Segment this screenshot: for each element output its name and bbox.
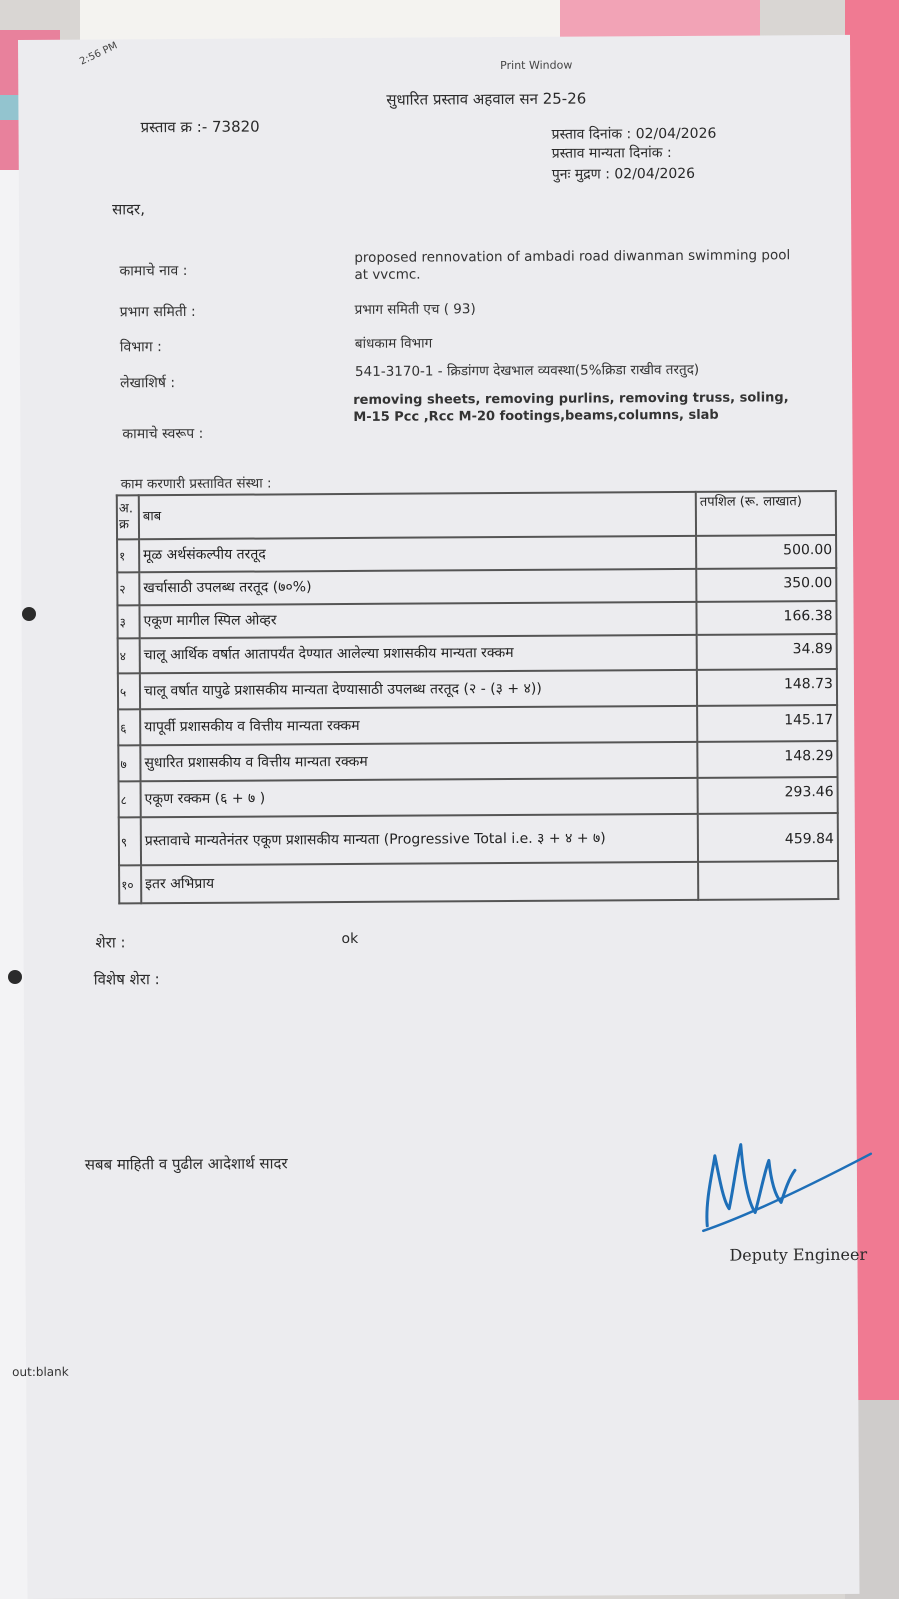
signature	[685, 1130, 876, 1241]
row-item: एकूण मागील स्पिल ओव्हर	[139, 602, 696, 638]
table-row	[117, 535, 836, 572]
ward-committee-label: प्रभाग समिती :	[119, 303, 196, 321]
row-sr: २	[117, 572, 139, 605]
print-window-label: Print Window	[500, 58, 573, 73]
punch-hole	[22, 607, 36, 621]
row-sr: ७	[118, 745, 140, 781]
row-item: चालू आर्थिक वर्षात आतापर्यंत देण्यात आलेल्या प्रशासकीय मान्यता रक्कम	[140, 635, 697, 673]
agency-label: काम करणारी प्रस्तावित संस्था :	[120, 475, 272, 493]
row-item: मूळ अर्थसंकल्पीय तरतूद	[139, 536, 696, 572]
submission-text: सबब माहिती व पुढील आदेशार्थ सादर	[84, 1154, 288, 1174]
table-row	[118, 634, 837, 673]
header-sr: अ. क्र	[117, 495, 139, 539]
work-nature-label: कामाचे स्वरूप :	[122, 425, 204, 443]
row-item: एकूण रक्कम (६ + ७ )	[141, 778, 698, 817]
row-sr: ३	[117, 605, 139, 638]
row-amount	[698, 861, 838, 900]
proposal-number: प्रस्ताव क्र :- 73820	[140, 117, 260, 137]
row-sr: ५	[118, 673, 140, 709]
row-item: सुधारित प्रशासकीय व वित्तीय मान्यता रक्कम	[140, 742, 697, 781]
row-sr: ४	[118, 638, 140, 673]
work-nature-value: removing sheets, removing purlins, removing truss, soling, M-15 Pcc ,Rcc M-20 footings,beams,columns, slab	[353, 390, 789, 425]
table-row	[118, 669, 837, 709]
table-row	[118, 705, 837, 745]
punch-hole	[8, 970, 22, 984]
row-item: चालू वर्षात यापुढे प्रशासकीय मान्यता देण्यासाठी उपलब्ध तरतूद (२ - (३ + ४))	[140, 670, 697, 709]
table-row	[118, 741, 837, 781]
row-item: इतर अभिप्राय	[141, 862, 698, 903]
row-amount: 350.00	[696, 568, 836, 602]
row-item: यापूर्वी प्रशासकीय व वित्तीय मान्यता रक्कम	[140, 706, 697, 745]
row-amount: 148.73	[697, 669, 837, 706]
row-amount: 148.29	[697, 741, 837, 778]
header-item: बाब	[139, 492, 696, 539]
print-timestamp: 2:56 PM	[78, 40, 120, 68]
proposal-date: प्रस्ताव दिनांक : 02/04/2026	[551, 125, 717, 143]
table-row	[119, 813, 838, 865]
table-row	[117, 601, 836, 638]
row-sr: ८	[119, 781, 141, 817]
department-label: विभाग :	[119, 339, 162, 356]
url-fragment: out:blank	[12, 1364, 69, 1380]
row-sr: १०	[119, 865, 141, 903]
table-row	[119, 777, 838, 817]
row-item: प्रस्तावाचे मान्यतेनंतर एकूण प्रशासकीय मान्यता (Progressive Total i.e. ३ + ४ + ७)	[141, 814, 698, 865]
ward-committee-value: प्रभाग समिती एच ( 93)	[354, 301, 476, 318]
work-name-value: proposed rennovation of ambadi road diwanman swimming pool at vvcmc.	[354, 247, 791, 283]
row-amount: 166.38	[696, 601, 836, 635]
budget-table	[116, 490, 839, 904]
row-amount: 293.46	[698, 777, 838, 814]
budget-head-value: 541-3170-1 - क्रिडांगण देखभाल व्यवस्था(5%क्रिडा राखीव तरतुद)	[354, 361, 700, 380]
remarks-label: शेरा :	[95, 933, 126, 952]
row-amount: 500.00	[696, 535, 836, 569]
table-row	[117, 568, 836, 605]
row-sr: ९	[119, 817, 141, 865]
salutation: सादर,	[111, 200, 145, 219]
department-value: बांधकाम विभाग	[354, 335, 433, 352]
header-amount: तपशिल (रू. लाखात)	[696, 491, 836, 536]
approval-date: प्रस्ताव मान्यता दिनांक :	[551, 145, 672, 162]
row-item: खर्चासाठी उपलब्ध तरतूद (७०%)	[139, 569, 696, 605]
work-name-label: कामाचे नाव :	[119, 262, 188, 280]
row-sr: १	[117, 539, 139, 572]
row-sr: ६	[118, 709, 140, 745]
designation: Deputy Engineer	[729, 1244, 868, 1265]
row-amount: 459.84	[698, 813, 838, 862]
remarks-value: ok	[341, 930, 359, 948]
document-sheet	[12, 35, 868, 1599]
table-row	[119, 861, 838, 903]
row-amount: 145.17	[697, 705, 837, 742]
budget-head-label: लेखाशिर्ष :	[120, 375, 176, 392]
table-header-row	[117, 491, 836, 539]
reprint-date: पुनः मुद्रण : 02/04/2026	[551, 165, 696, 183]
report-title: सुधारित प्रस्ताव अहवाल सन 25-26	[386, 89, 587, 109]
special-remarks-label: विशेष शेरा :	[93, 970, 160, 989]
row-amount: 34.89	[697, 634, 837, 670]
